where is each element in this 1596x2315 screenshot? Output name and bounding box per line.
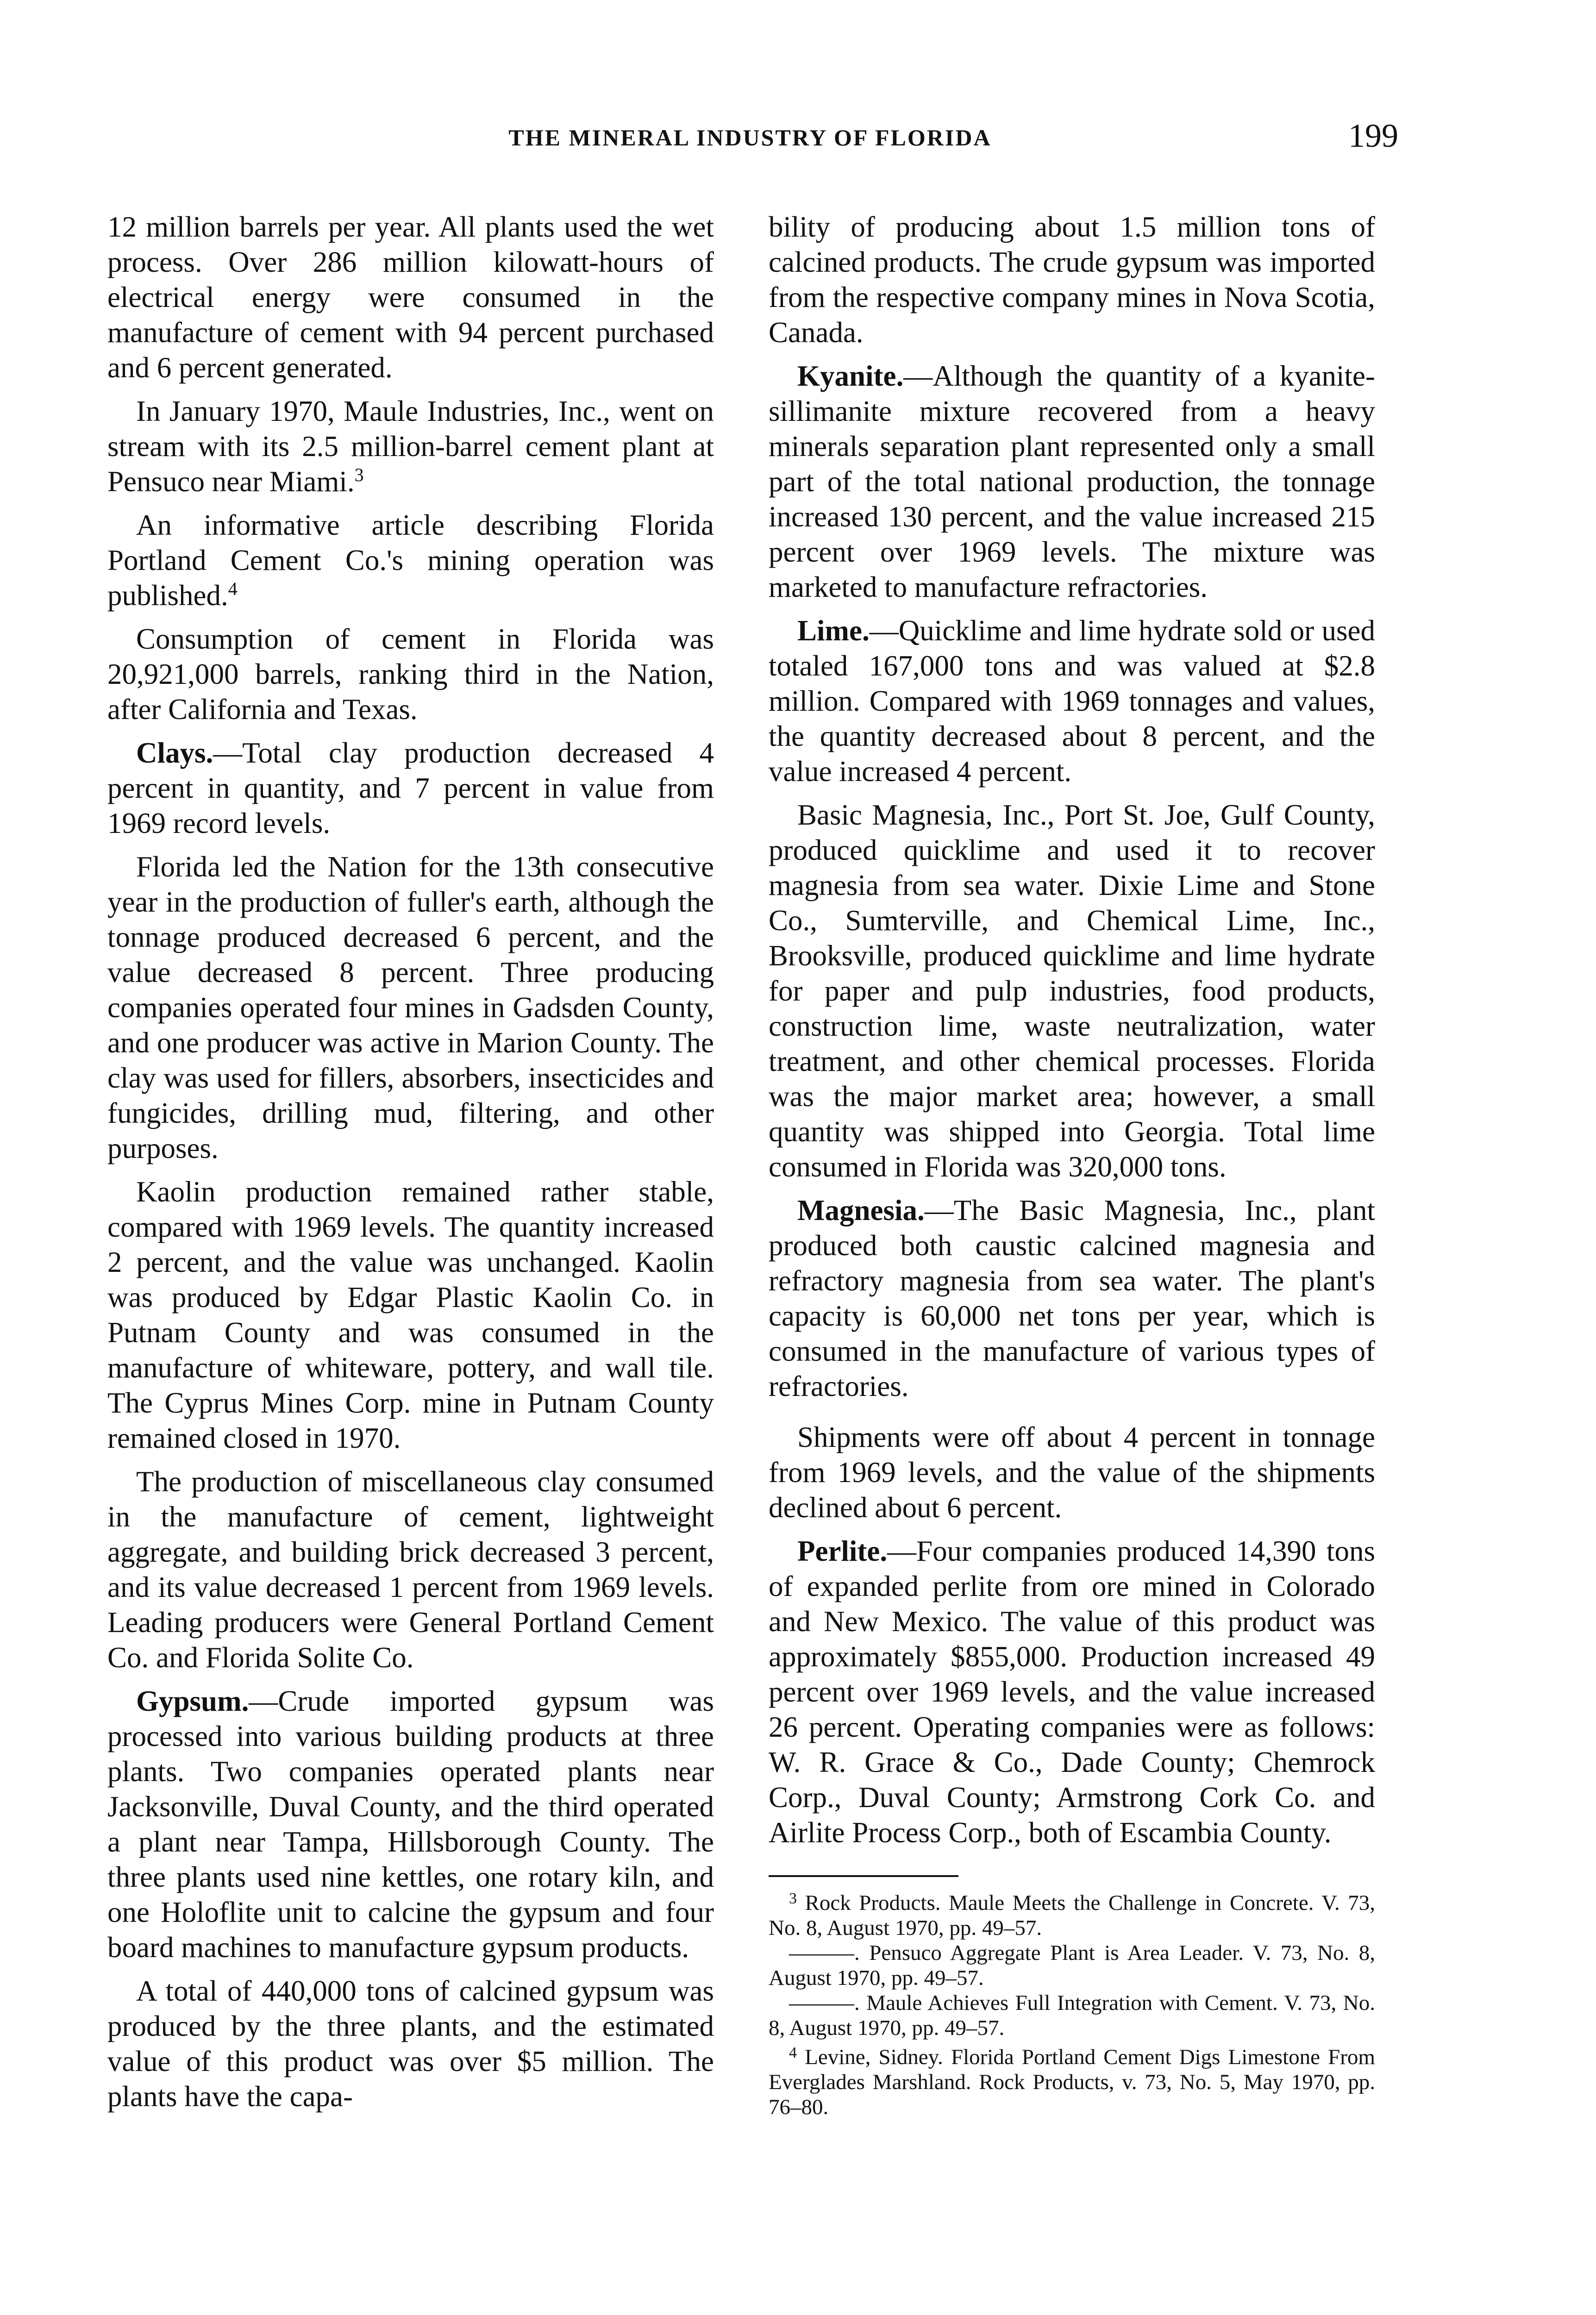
footnote-number: 3 [789, 1890, 797, 1907]
paragraph-text: An informative article describing Florida Portland Cement Co.'s mining operation was published. [107, 509, 714, 612]
paragraph-text: —Four companies produced 14,390 tons of expanded perlite from ore mined in Colorado and New Mexico. The value of this product was approximately $855,000. Production increased 49 percent over 1969 levels, and the value increased 26 percent. Operating companies were as follows: W. R. Grace & Co., Dade County; Chemrock Corp., Duval County; Armstrong Cork Co. and Airlite Process Corp., both of Escambia County. [769, 1535, 1375, 1849]
paragraph-text: —Crude imported gypsum was processed into various building products at three plants. Two companies operated plants near Jacksonville, Duval County, and the third operated a plant near Tampa, Hillsborough County. The three plants used nine kettles, one rotary kiln, and one Holoflite unit to calcine the gypsum and four board machines to manufacture gypsum products. [107, 1685, 714, 1964]
section-heading-kyanite: Kyanite. [797, 360, 904, 392]
page-number: 199 [1348, 117, 1398, 154]
footnotes [769, 1886, 1375, 2120]
paragraph-miscellaneous-clay: The production of miscellaneous clay consumed in the manufacture of cement, lightweight aggregate, and building brick decreased 3 percent, and its value decreased 1 percent from 1969 levels. Leading producers were General Portland Cement Co. and Florida Solite Co. [107, 1465, 714, 1674]
paragraph-text: —Total clay production decreased 4 percent in quantity, and 7 percent in value from 1969 record levels. [107, 737, 714, 839]
paragraph-text: —Quicklime and lime hydrate sold or used totaled 167,000 tons and was valued at $2.8 million. Compared with 1969 tonnages and values, the quantity decreased about 8 percent, and the value increased 4 percent. [769, 614, 1375, 788]
footnote-ref-3: 3 [354, 464, 364, 485]
paragraph-perlite [769, 1533, 1375, 1850]
paragraph-kyanite [769, 358, 1375, 605]
paragraph-basic-magnesia: Basic Magnesia, Inc., Port St. Joe, Gulf County, produced quicklime and used it to recover magnesia from sea water. Dixie Lime and Stone Co., Sumterville, and Chemical Lime, Inc., Brooksville, produced quicklime and lime hydrate for paper and pulp industries, food products, construction lime, waste neutralization, water treatment, and other chemical processes. Florida was the major market area; however, a small quantity was shipped into Georgia. Total lime consumed in Florida was 320,000 tons. [769, 799, 1375, 1183]
paragraph-magnesia-shipments: Shipments were off about 4 percent in tonnage from 1969 levels, and the value of the shipments declined about 6 percent. [769, 1421, 1375, 1524]
paragraph-kaolin: Kaolin production remained rather stable, compared with 1969 levels. The quantity increased 2 percent, and the value was unchanged. Kaolin was produced by Edgar Plastic Kaolin Co. in Putnam County and was consumed in the manufacture of whiteware, pottery, and wall tile. The Cyprus Mines Corp. mine in Putnam County remained closed in 1970. [107, 1176, 714, 1454]
footnote-text: Rock Products. Maule Meets the Challenge in Concrete. V. 73, No. 8, August 1970, pp. 49–57. [769, 1891, 1375, 1940]
page-header-title: THE MINERAL INDUSTRY OF FLORIDA [508, 125, 992, 150]
section-heading-gypsum: Gypsum. [136, 1685, 249, 1717]
footnote-4 [769, 2040, 1375, 2120]
paragraph-cement-continued: 12 million barrels per year. All plants used the wet process. Over 286 million kilowatt-hours of electrical energy were consumed in the manufacture of cement with 94 percent purchased and 6 percent generated. [107, 211, 714, 384]
footnote-3-third: ———. Maule Achieves Full Integration with Cement. V. 73, No. 8, August 1970, pp. 49–57. [769, 1991, 1375, 2040]
paragraph-maule-industries [107, 394, 714, 499]
section-heading-perlite: Perlite. [797, 1535, 888, 1567]
footnote-text: Levine, Sidney. Florida Portland Cement Digs Limestone From Everglades Marshland. Rock Products, v. 73, No. 5, May 1970, pp. 76–80. [769, 2045, 1375, 2119]
footnote-3 [769, 1886, 1375, 1940]
paragraph-text: —Although the quantity of a kyanite-sillimanite mixture recovered from a heavy minerals separation plant represented only a small part of the total national production, the tonnage increased 130 percent, and the value increased 215 percent over 1969 levels. The mixture was marketed to manufacture refractories. [769, 360, 1375, 603]
footnote-ref-4: 4 [228, 578, 238, 599]
paragraph-cement-consumption: Consumption of cement in Florida was 20,921,000 barrels, ranking third in the Nation, after California and Texas. [107, 623, 714, 726]
paragraph-gypsum [107, 1683, 714, 1965]
paragraph-florida-portland-article [107, 507, 714, 613]
paragraph-calcined-gypsum: A total of 440,000 tons of calcined gypsum was produced by the three plants, and the estimated value of this product was over $5 million. The plants have the capa- [107, 1975, 714, 2113]
footnote-3-second: ———. Pensuco Aggregate Plant is Area Leader. V. 73, No. 8, August 1970, pp. 49–57. [769, 1941, 1375, 1990]
left-column [107, 209, 714, 2122]
right-column [769, 209, 1375, 2120]
paragraph-magnesia [769, 1193, 1375, 1404]
paragraph-text: In January 1970, Maule Industries, Inc., went on stream with its 2.5 million-barrel cement plant at Pensuco near Miami. [107, 395, 714, 498]
section-heading-magnesia: Magnesia. [797, 1194, 925, 1226]
paragraph-text: —The Basic Magnesia, Inc., plant produced both caustic calcined magnesia and refractory magnesia from sea water. The plant's capacity is 60,000 net tons per year, which is consumed in the manufacture of various types of refractories. [769, 1194, 1375, 1402]
paragraph-fullers-earth: Florida led the Nation for the 13th consecutive year in the production of fuller's earth, although the tonnage produced decreased 6 percent, and the value decreased 8 percent. Three producing companies operated four mines in Gadsden County, and one producer was active in Marion County. The clay was used for fillers, absorbers, insecticides and fungicides, drilling mud, filtering, and other purposes. [107, 851, 714, 1164]
paragraph-gypsum-continued: bility of producing about 1.5 million tons of calcined products. The crude gypsum was imported from the respective company mines in Nova Scotia, Canada. [769, 211, 1375, 349]
paragraph-clays [107, 735, 714, 841]
footnote-number: 4 [789, 2044, 797, 2061]
section-heading-lime: Lime. [797, 614, 870, 647]
section-heading-clays: Clays. [136, 737, 213, 769]
paragraph-lime [769, 613, 1375, 789]
footnote-divider [769, 1875, 958, 1877]
